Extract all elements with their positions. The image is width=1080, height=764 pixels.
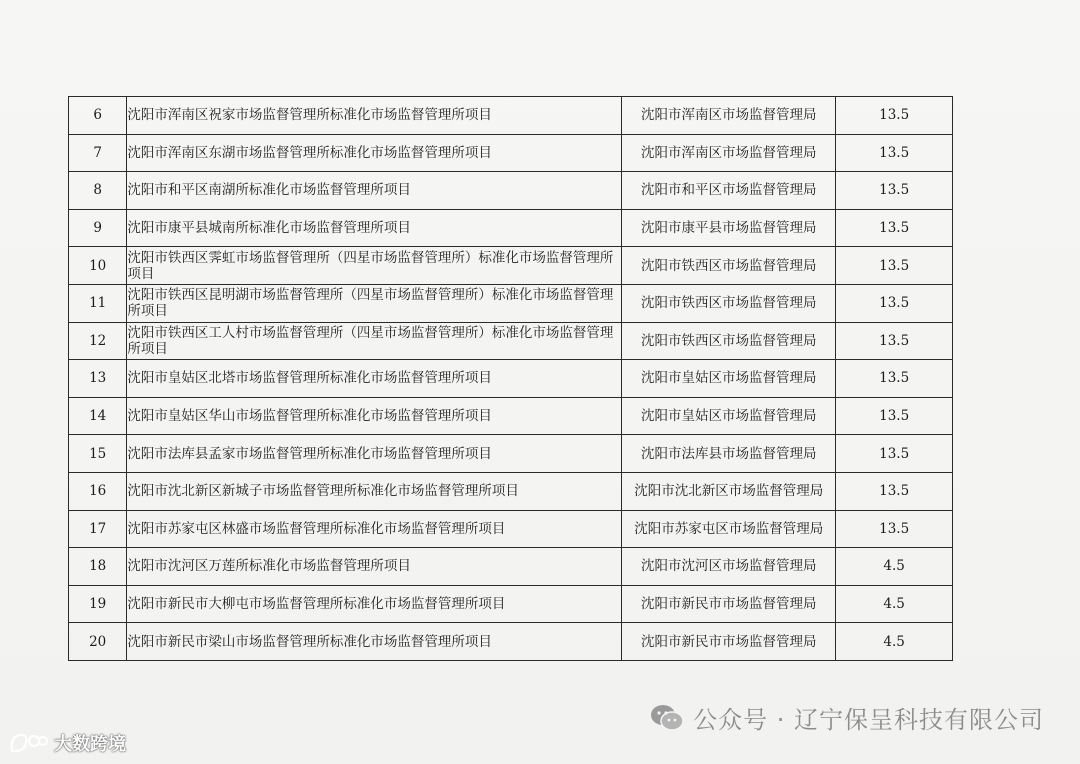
amount: 13.5 [836, 472, 953, 510]
row-number: 20 [69, 623, 127, 661]
row-number: 9 [69, 209, 127, 247]
project-table-body [69, 97, 953, 661]
wechat-icon [649, 703, 685, 733]
department: 沈阳市沈北新区市场监督管理局 [622, 472, 836, 510]
project-table [68, 96, 953, 661]
project-name: 沈阳市沈北新区新城子市场监督管理所标准化市场监督管理所项目 [127, 472, 622, 510]
project-name: 沈阳市和平区南湖所标准化市场监督管理所项目 [127, 172, 622, 210]
project-name: 沈阳市沈河区万莲所标准化市场监督管理所项目 [127, 548, 622, 586]
project-name: 沈阳市浑南区东湖市场监督管理所标准化市场监督管理所项目 [127, 134, 622, 172]
department: 沈阳市皇姑区市场监督管理局 [622, 360, 836, 398]
amount: 13.5 [836, 397, 953, 435]
table-row [69, 397, 953, 435]
project-name: 沈阳市铁西区霁虹市场监督管理所（四星市场监督管理所）标准化市场监督管理所项目 [127, 247, 622, 285]
row-number: 10 [69, 247, 127, 285]
amount: 4.5 [836, 548, 953, 586]
watermark-text: 公众号 · 辽宁保呈科技有限公司 [693, 706, 1044, 734]
department: 沈阳市皇姑区市场监督管理局 [622, 397, 836, 435]
project-name: 沈阳市新民市梁山市场监督管理所标准化市场监督管理所项目 [127, 623, 622, 661]
amount: 13.5 [836, 97, 953, 135]
amount: 13.5 [836, 209, 953, 247]
row-number: 11 [69, 284, 127, 322]
amount: 13.5 [836, 435, 953, 473]
department: 沈阳市康平县市场监督管理局 [622, 209, 836, 247]
project-name: 沈阳市皇姑区北塔市场监督管理所标准化市场监督管理所项目 [127, 360, 622, 398]
amount: 4.5 [836, 623, 953, 661]
row-number: 15 [69, 435, 127, 473]
project-name: 沈阳市法库县孟家市场监督管理所标准化市场监督管理所项目 [127, 435, 622, 473]
row-number: 6 [69, 97, 127, 135]
table-row [69, 322, 953, 360]
brand-logo-icon [8, 731, 48, 755]
amount: 13.5 [836, 284, 953, 322]
project-name: 沈阳市皇姑区华山市场监督管理所标准化市场监督管理所项目 [127, 397, 622, 435]
row-number: 16 [69, 472, 127, 510]
department: 沈阳市法库县市场监督管理局 [622, 435, 836, 473]
project-name: 沈阳市浑南区祝家市场监督管理所标准化市场监督管理所项目 [127, 97, 622, 135]
department: 沈阳市铁西区市场监督管理局 [622, 284, 836, 322]
brand-watermark [8, 730, 126, 756]
row-number: 13 [69, 360, 127, 398]
department: 沈阳市和平区市场监督管理局 [622, 172, 836, 210]
row-number: 14 [69, 397, 127, 435]
department: 沈阳市铁西区市场监督管理局 [622, 322, 836, 360]
table-row [69, 247, 953, 285]
project-name: 沈阳市铁西区昆明湖市场监督管理所（四星市场监督管理所）标准化市场监督管理所项目 [127, 284, 622, 322]
department: 沈阳市新民市市场监督管理局 [622, 585, 836, 623]
department: 沈阳市苏家屯区市场监督管理局 [622, 510, 836, 548]
amount: 13.5 [836, 134, 953, 172]
table-row [69, 435, 953, 473]
table-row [69, 472, 953, 510]
table-row [69, 284, 953, 322]
department: 沈阳市沈河区市场监督管理局 [622, 548, 836, 586]
table-row [69, 209, 953, 247]
department: 沈阳市铁西区市场监督管理局 [622, 247, 836, 285]
row-number: 17 [69, 510, 127, 548]
project-name: 沈阳市康平县城南所标准化市场监督管理所项目 [127, 209, 622, 247]
amount: 13.5 [836, 510, 953, 548]
table-row [69, 360, 953, 398]
department: 沈阳市浑南区市场监督管理局 [622, 97, 836, 135]
department: 沈阳市浑南区市场监督管理局 [622, 134, 836, 172]
project-name: 沈阳市铁西区工人村市场监督管理所（四星市场监督管理所）标准化市场监督管理所项目 [127, 322, 622, 360]
table-row [69, 585, 953, 623]
table-row [69, 97, 953, 135]
amount: 4.5 [836, 585, 953, 623]
table-row [69, 623, 953, 661]
project-name: 沈阳市新民市大柳屯市场监督管理所标准化市场监督管理所项目 [127, 585, 622, 623]
wechat-watermark [649, 700, 1044, 735]
amount: 13.5 [836, 360, 953, 398]
table-row [69, 510, 953, 548]
table-row [69, 172, 953, 210]
table-row [69, 548, 953, 586]
row-number: 12 [69, 322, 127, 360]
project-name: 沈阳市苏家屯区林盛市场监督管理所标准化市场监督管理所项目 [127, 510, 622, 548]
row-number: 18 [69, 548, 127, 586]
department: 沈阳市新民市市场监督管理局 [622, 623, 836, 661]
brand-text: 大数跨境 [54, 734, 126, 755]
table-row [69, 134, 953, 172]
row-number: 19 [69, 585, 127, 623]
amount: 13.5 [836, 247, 953, 285]
row-number: 8 [69, 172, 127, 210]
amount: 13.5 [836, 172, 953, 210]
row-number: 7 [69, 134, 127, 172]
amount: 13.5 [836, 322, 953, 360]
